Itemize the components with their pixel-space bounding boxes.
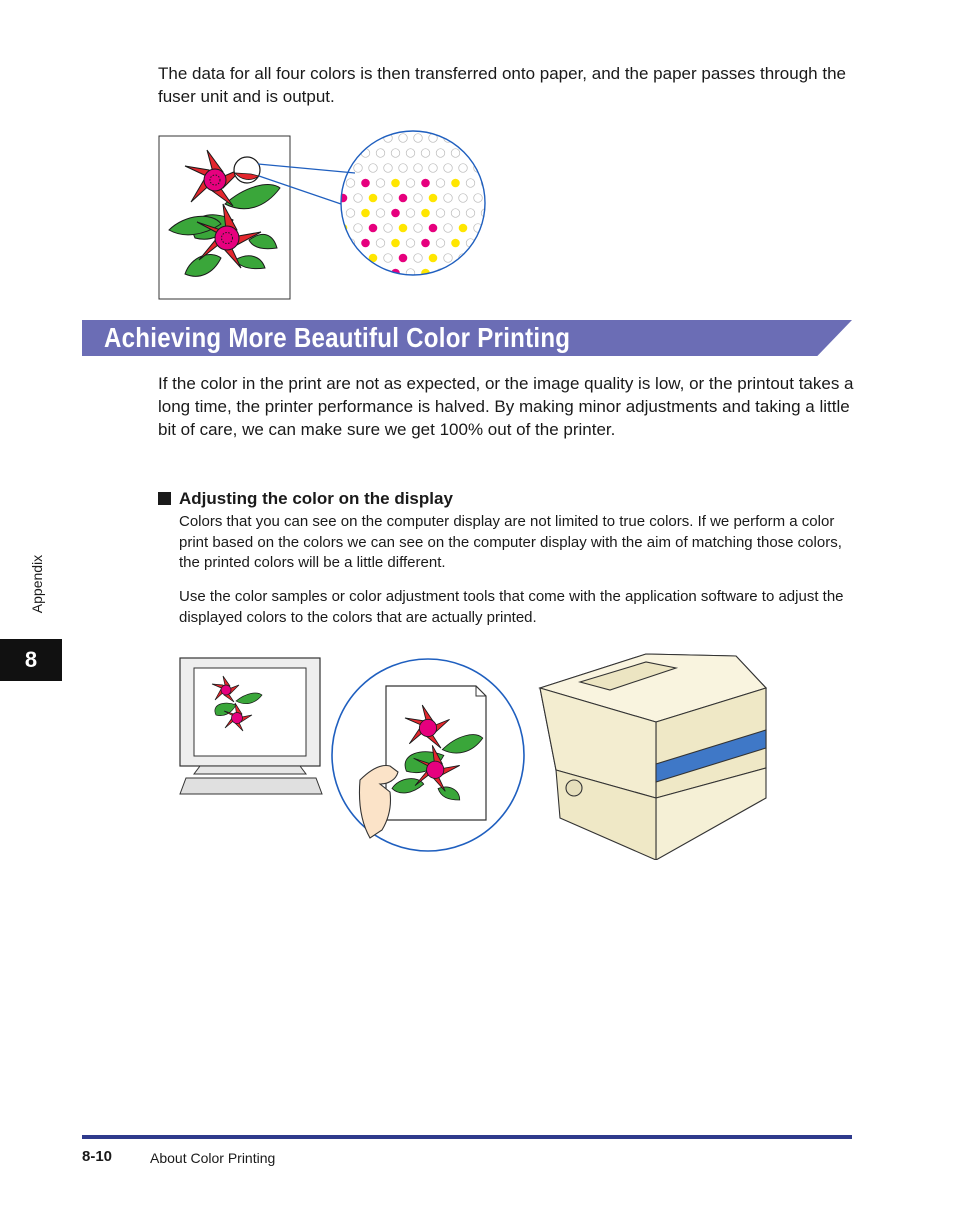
halftone-dot [369, 284, 378, 293]
halftone-dot [414, 194, 423, 203]
subsection-paragraph-2: Use the color samples or color adjustment tools that come with the application software to adjust the displayed colors to the colors that are actually printed. [179, 588, 844, 626]
halftone-dot [429, 194, 438, 203]
halftone-dot [361, 149, 370, 158]
halftone-dot [399, 284, 408, 293]
page-number: 8-10 [82, 1148, 113, 1165]
square-bullet-icon [158, 492, 171, 505]
halftone-dot [421, 179, 430, 188]
halftone-dot [384, 254, 393, 263]
halftone-dot [399, 194, 408, 203]
halftone-dot [421, 149, 430, 158]
halftone-dot [361, 179, 370, 188]
halftone-dot [369, 164, 378, 173]
halftone-dot [346, 209, 355, 218]
halftone-dot [474, 134, 483, 143]
footer-section-name: About Color Printing [150, 1150, 276, 1166]
halftone-dot [451, 149, 460, 158]
halftone-dot [459, 224, 468, 233]
footer-rule [82, 1135, 852, 1139]
chapter-number-tab: 8 [0, 639, 62, 681]
halftone-dot [339, 284, 348, 293]
halftone-dot [346, 149, 355, 158]
halftone-dot [436, 179, 445, 188]
halftone-dot [444, 164, 453, 173]
halftone-dot [399, 224, 408, 233]
halftone-dot [354, 164, 363, 173]
halftone-dot [391, 239, 400, 248]
halftone-dot [384, 224, 393, 233]
halftone-dot [391, 209, 400, 218]
section-paragraph: If the color in the print are not as expected, or the image quality is low, or the printout takes a long time, the printer performance is halved. By making minor adjustments and taking a little bit of care, we can make sure we get 100% out of the printer. [158, 374, 854, 439]
halftone-dot [406, 179, 415, 188]
halftone-dot [459, 134, 468, 143]
halftone-dot [466, 209, 475, 218]
halftone-dot [474, 194, 483, 203]
subsection-paragraph-1: Colors that you can see on the computer display are not limited to true colors. If we perform a color print based on the colors we can see on the computer display with the aim of matching those colors, the printed colors will be a little different. [179, 513, 842, 571]
halftone-dot [436, 149, 445, 158]
display-print-printer-illustration [176, 648, 776, 860]
halftone-dot [444, 284, 453, 293]
side-tab-label [27, 548, 47, 628]
halftone-dot [451, 269, 460, 278]
halftone-dot [406, 239, 415, 248]
halftone-dot [459, 164, 468, 173]
halftone-dot [376, 239, 385, 248]
halftone-dot [376, 269, 385, 278]
halftone-dot [361, 209, 370, 218]
halftone-dot [384, 164, 393, 173]
halftone-dot [481, 209, 490, 218]
halftone-dot [489, 254, 495, 263]
halftone-dot [361, 269, 370, 278]
halftone-dot [459, 194, 468, 203]
halftone-dot [399, 164, 408, 173]
halftone-dot [451, 239, 460, 248]
intro-paragraph: The data for all four colors is then transferred onto paper, and the paper passes through the fuser unit and is output. [158, 64, 846, 106]
halftone-dot [481, 239, 490, 248]
halftone-dot [406, 209, 415, 218]
halftone-dot [376, 179, 385, 188]
halftone-dot [346, 269, 355, 278]
halftone-dot [421, 209, 430, 218]
halftone-dot [481, 149, 490, 158]
section-title: Achieving More Beautiful Color Printing [104, 322, 571, 353]
halftone-dot [451, 179, 460, 188]
halftone-dot [399, 134, 408, 143]
halftone-dot [444, 254, 453, 263]
halftone-dot [414, 224, 423, 233]
halftone-dot [436, 239, 445, 248]
halftone-dot [444, 224, 453, 233]
halftone-dot [414, 164, 423, 173]
halftone-dot [399, 254, 408, 263]
halftone-dot [489, 224, 495, 233]
halftone-dot [414, 134, 423, 143]
halftone-dot [481, 269, 490, 278]
halftone-dot [444, 194, 453, 203]
halftone-dot [489, 164, 495, 173]
halftone-dot [361, 239, 370, 248]
halftone-dot [406, 149, 415, 158]
halftone-dot [391, 179, 400, 188]
halftone-dot [354, 194, 363, 203]
halftone-dot [414, 284, 423, 293]
halftone-dot [391, 149, 400, 158]
halftone-dot [369, 194, 378, 203]
halftone-dot [489, 284, 495, 293]
halftone-dot [354, 284, 363, 293]
subsection-heading [158, 488, 453, 510]
halftone-dot [354, 224, 363, 233]
printer-illustration [540, 654, 766, 860]
printed-page-illustration [332, 659, 524, 851]
halftone-dot [354, 254, 363, 263]
halftone-dot [459, 284, 468, 293]
halftone-dot [354, 134, 363, 143]
subsection-heading-text: Adjusting the color on the display [179, 489, 453, 508]
halftone-dot [376, 149, 385, 158]
halftone-dot [406, 269, 415, 278]
halftone-dot [384, 284, 393, 293]
halftone-dot [429, 254, 438, 263]
halftone-dot [489, 194, 495, 203]
halftone-dot [429, 284, 438, 293]
halftone-dot [429, 224, 438, 233]
side-tab-label-text: Appendix [29, 554, 45, 614]
halftone-dot [489, 134, 495, 143]
halftone-dot [369, 224, 378, 233]
halftone-dot [421, 239, 430, 248]
halftone-dot [474, 284, 483, 293]
halftone-dot [451, 209, 460, 218]
halftone-dot [339, 254, 348, 263]
halftone-dot [346, 179, 355, 188]
halftone-dot [414, 254, 423, 263]
halftone-dot [339, 134, 348, 143]
halftone-dot [436, 209, 445, 218]
halftone-magnifier-illustration [155, 128, 495, 306]
halftone-dot [376, 209, 385, 218]
halftone-dot [339, 194, 348, 203]
halftone-dot [384, 194, 393, 203]
halftone-dot [466, 269, 475, 278]
monitor-illustration [180, 658, 322, 794]
halftone-dot [466, 179, 475, 188]
halftone-dot [474, 254, 483, 263]
halftone-dot [429, 164, 438, 173]
